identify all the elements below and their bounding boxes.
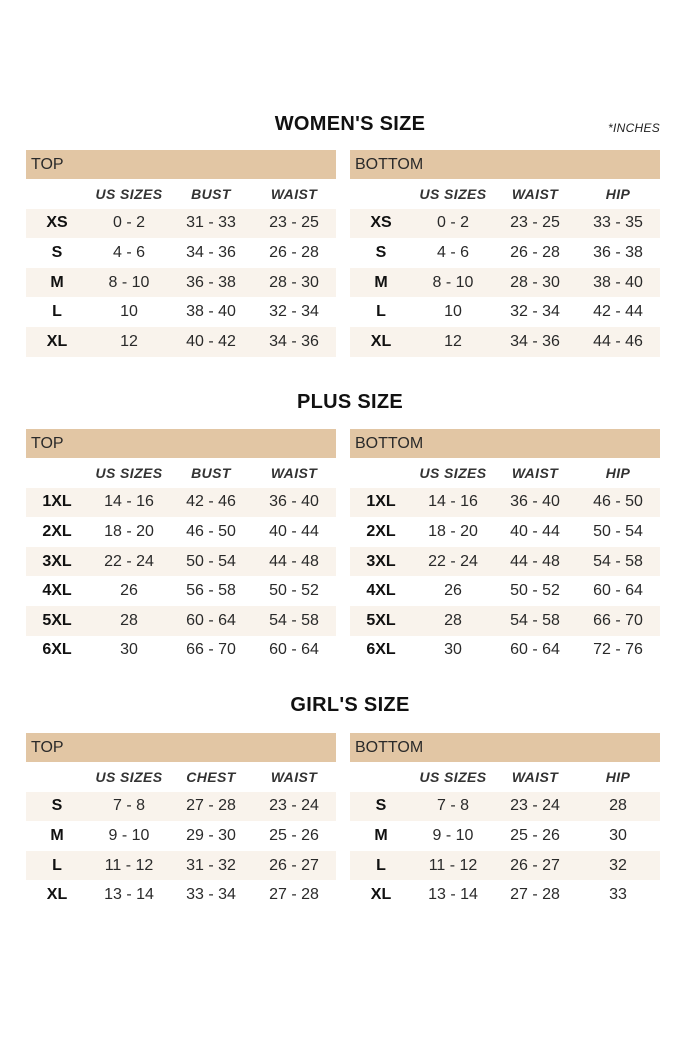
size-label: 6XL [366, 641, 396, 659]
table-cell: 30 [120, 641, 138, 659]
table-label: BOTTOM [350, 733, 660, 762]
size-label: M [50, 826, 64, 844]
table-cell: 33 [609, 886, 627, 904]
table-cell: 26 - 28 [510, 243, 560, 261]
table-cell: 40 - 44 [510, 522, 560, 540]
size-label: XS [26, 209, 88, 239]
table-cell: 4 - 6 [112, 243, 145, 261]
table-cell: 31 - 32 [170, 851, 252, 881]
table-row [350, 297, 660, 327]
table-cell: 34 - 36 [186, 243, 236, 261]
size-label: 4XL [366, 582, 396, 600]
column-header: US SIZES [419, 768, 487, 785]
size-label: XL [350, 327, 412, 357]
table-cell: 44 - 48 [494, 547, 576, 577]
table-cell: 32 [576, 851, 660, 881]
column-header: BUST [191, 185, 231, 202]
table-cell: 18 - 20 [428, 522, 478, 540]
column-header: US SIZES [95, 464, 163, 481]
table-cell: 27 - 28 [269, 886, 319, 904]
table-cell: 33 - 34 [186, 886, 236, 904]
header-blank [26, 179, 88, 209]
table-cell: 13 - 14 [104, 886, 154, 904]
size-label: 6XL [42, 641, 72, 659]
column-header-row [350, 458, 660, 488]
column-header: WAIST [511, 768, 559, 785]
size-label: S [375, 243, 387, 261]
table-cell: 8 - 10 [412, 268, 494, 298]
table-row [350, 268, 660, 298]
size-label: XL [370, 886, 392, 904]
table-cell: 50 - 54 [170, 547, 252, 577]
table-cell: 23 - 24 [494, 792, 576, 822]
size-label: 3XL [26, 547, 88, 577]
header-blank [350, 179, 412, 209]
table-cell: 29 - 30 [186, 826, 236, 844]
size-label: 2XL [366, 522, 396, 540]
table-cell: 44 - 46 [576, 327, 660, 357]
table-cell: 14 - 16 [88, 488, 170, 518]
section-title-girls: GIRL'S SIZE [290, 694, 410, 716]
column-header: US SIZES [419, 464, 487, 481]
table-cell: 18 - 20 [104, 522, 154, 540]
table-section-header [26, 733, 336, 762]
table-label: BOTTOM [350, 150, 660, 179]
table-row [26, 547, 336, 577]
column-header: HIP [605, 185, 631, 202]
table-row [26, 327, 336, 357]
column-header: US SIZES [95, 185, 163, 202]
table-cell: 60 - 64 [510, 641, 560, 659]
table-cell: 40 - 44 [269, 522, 319, 540]
column-header: WAIST [511, 464, 559, 481]
table-cell: 66 - 70 [186, 641, 236, 659]
table-row [26, 821, 336, 851]
table-row [350, 636, 660, 666]
table-row [350, 517, 660, 547]
table-row [350, 851, 660, 881]
size-label: 5XL [350, 606, 412, 636]
table-cell: 4 - 6 [436, 243, 469, 261]
table-cell: 66 - 70 [576, 606, 660, 636]
table-cell: 50 - 54 [593, 522, 643, 540]
table-cell: 28 - 30 [494, 268, 576, 298]
table-row [350, 792, 660, 822]
table-cell: 13 - 14 [428, 886, 478, 904]
section-title-womens: WOMEN'S SIZE [274, 113, 426, 135]
table-cell: 50 - 52 [510, 582, 560, 600]
column-header: CHEST [186, 768, 236, 785]
table-cell: 26 [120, 582, 138, 600]
column-header: WAIST [270, 185, 318, 202]
table-cell: 27 - 28 [170, 792, 252, 822]
table-cell: 46 - 50 [186, 522, 236, 540]
table-row [26, 792, 336, 822]
column-header: WAIST [270, 464, 318, 481]
size-label: S [350, 792, 412, 822]
table-row [350, 327, 660, 357]
column-header-row [350, 179, 660, 209]
table-cell: 60 - 64 [269, 641, 319, 659]
table-cell: 26 - 28 [269, 243, 319, 261]
table-cell: 11 - 12 [88, 851, 170, 881]
table-cell: 36 - 38 [593, 243, 643, 261]
table-row [350, 821, 660, 851]
table-row [350, 209, 660, 239]
table-cell: 31 - 33 [170, 209, 252, 239]
size-label: L [376, 303, 386, 321]
table-cell: 36 - 38 [170, 268, 252, 298]
table-cell: 23 - 25 [252, 209, 336, 239]
table-cell: 26 - 27 [252, 851, 336, 881]
table-cell: 54 - 58 [252, 606, 336, 636]
table-cell: 22 - 24 [412, 547, 494, 577]
size-table [26, 429, 336, 665]
size-label: M [350, 268, 412, 298]
table-cell: 38 - 40 [576, 268, 660, 298]
table-label: TOP [26, 150, 336, 179]
column-header: US SIZES [419, 185, 487, 202]
column-header: WAIST [270, 768, 318, 785]
table-row [26, 297, 336, 327]
column-header: US SIZES [95, 768, 163, 785]
table-cell: 72 - 76 [593, 641, 643, 659]
units-note: *INCHES [608, 121, 661, 135]
table-row [26, 268, 336, 298]
table-cell: 10 [120, 303, 138, 321]
column-header: HIP [605, 464, 631, 481]
table-cell: 56 - 58 [186, 582, 236, 600]
size-label: XL [26, 327, 88, 357]
table-section-header [350, 733, 660, 762]
table-cell: 8 - 10 [88, 268, 170, 298]
table-row [350, 576, 660, 606]
table-row [350, 547, 660, 577]
column-header-row [26, 762, 336, 792]
column-header: BUST [191, 464, 231, 481]
column-header-row [350, 762, 660, 792]
table-cell: 26 [444, 582, 462, 600]
size-label: 5XL [26, 606, 88, 636]
table-section-header [26, 429, 336, 458]
header-blank [350, 762, 412, 792]
table-label: TOP [26, 733, 336, 762]
table-cell: 44 - 48 [252, 547, 336, 577]
size-table [350, 733, 660, 910]
size-label: M [26, 268, 88, 298]
table-cell: 60 - 64 [593, 582, 643, 600]
table-section-header [350, 429, 660, 458]
table-cell: 28 [412, 606, 494, 636]
header-blank [26, 762, 88, 792]
table-cell: 25 - 26 [510, 826, 560, 844]
table-cell: 14 - 16 [412, 488, 494, 518]
table-row [26, 880, 336, 910]
table-row [26, 606, 336, 636]
table-cell: 36 - 40 [494, 488, 576, 518]
size-label: 3XL [350, 547, 412, 577]
table-cell: 30 [444, 641, 462, 659]
table-label: TOP [26, 429, 336, 458]
table-cell: 0 - 2 [412, 209, 494, 239]
table-row [350, 238, 660, 268]
table-row [350, 880, 660, 910]
table-cell: 32 - 34 [269, 303, 319, 321]
table-cell: 12 [412, 327, 494, 357]
table-cell: 42 - 44 [593, 303, 643, 321]
section-title-plus: PLUS SIZE [296, 391, 404, 413]
table-cell: 9 - 10 [432, 826, 474, 844]
table-row [350, 488, 660, 518]
size-label: S [51, 243, 63, 261]
table-row [26, 517, 336, 547]
table-cell: 26 - 27 [494, 851, 576, 881]
table-cell: 7 - 8 [412, 792, 494, 822]
column-header-row [26, 458, 336, 488]
size-table [350, 150, 660, 357]
column-header: HIP [605, 768, 631, 785]
table-cell: 33 - 35 [576, 209, 660, 239]
table-cell: 10 [444, 303, 462, 321]
table-cell: 38 - 40 [186, 303, 236, 321]
size-label: L [350, 851, 412, 881]
table-row [26, 636, 336, 666]
table-row [26, 238, 336, 268]
size-label: S [26, 792, 88, 822]
table-cell: 7 - 8 [88, 792, 170, 822]
table-cell: 32 - 34 [510, 303, 560, 321]
table-cell: 28 - 30 [252, 268, 336, 298]
size-label: 4XL [42, 582, 72, 600]
table-cell: 11 - 12 [412, 851, 494, 881]
table-cell: 23 - 24 [252, 792, 336, 822]
header-blank [26, 458, 88, 488]
table-cell: 22 - 24 [88, 547, 170, 577]
table-cell: 36 - 40 [252, 488, 336, 518]
size-label: XS [350, 209, 412, 239]
table-cell: 46 - 50 [576, 488, 660, 518]
table-cell: 27 - 28 [510, 886, 560, 904]
table-row [26, 851, 336, 881]
table-cell: 54 - 58 [494, 606, 576, 636]
table-cell: 0 - 2 [88, 209, 170, 239]
size-label: 2XL [42, 522, 72, 540]
column-header: WAIST [511, 185, 559, 202]
table-cell: 25 - 26 [269, 826, 319, 844]
table-section-header [350, 150, 660, 179]
table-label: BOTTOM [350, 429, 660, 458]
size-label: XL [46, 886, 68, 904]
table-row [26, 576, 336, 606]
column-header-row [26, 179, 336, 209]
table-cell: 54 - 58 [576, 547, 660, 577]
size-label: L [26, 851, 88, 881]
header-blank [350, 458, 412, 488]
table-cell: 42 - 46 [170, 488, 252, 518]
table-row [26, 488, 336, 518]
table-cell: 28 [88, 606, 170, 636]
table-cell: 23 - 25 [494, 209, 576, 239]
table-cell: 28 [576, 792, 660, 822]
size-label: M [374, 826, 388, 844]
table-cell: 34 - 36 [494, 327, 576, 357]
table-cell: 12 [88, 327, 170, 357]
table-cell: 9 - 10 [108, 826, 150, 844]
table-cell: 30 [609, 826, 627, 844]
size-table [350, 429, 660, 665]
size-label: 1XL [350, 488, 412, 518]
table-cell: 34 - 36 [252, 327, 336, 357]
table-row [350, 606, 660, 636]
table-row [26, 209, 336, 239]
table-cell: 60 - 64 [170, 606, 252, 636]
table-section-header [26, 150, 336, 179]
size-label: 1XL [26, 488, 88, 518]
table-cell: 50 - 52 [269, 582, 319, 600]
table-cell: 40 - 42 [170, 327, 252, 357]
size-table [26, 733, 336, 910]
size-label: L [52, 303, 62, 321]
size-table [26, 150, 336, 357]
